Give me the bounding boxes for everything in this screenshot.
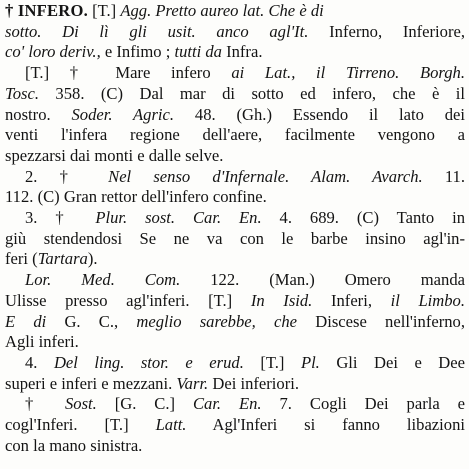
- text-run: 7. Cogli Dei parla e: [261, 394, 465, 414]
- text-run: Gli Dei e Dee: [319, 352, 465, 372]
- text-run: Inferno, Inferiore,: [308, 21, 465, 41]
- entry-line: [5, 270, 465, 291]
- italic-text-run: co' loro deriv.,: [5, 42, 101, 62]
- text-run: 358. (C) Dal mar di sotto ed infero, che è il: [38, 83, 465, 103]
- text-run: giù stendendosi Se ne va con le barbe insino agl'in-: [5, 228, 465, 248]
- text-run: [G. C.]: [96, 394, 193, 414]
- text-run: Infra.: [221, 42, 263, 62]
- text-run: [T.]: [243, 352, 301, 372]
- text-run: 2. †: [25, 166, 109, 186]
- italic-text-run: Agg. Pretto aureo lat. Che è di: [120, 1, 324, 20]
- text-run: †: [25, 394, 65, 414]
- text-run: 3. †: [25, 208, 96, 228]
- italic-text-run: Nel senso d'Infernale. Alam. Avarch.: [108, 166, 423, 186]
- text-run: superi e inferi e mezzani.: [5, 373, 177, 393]
- italic-text-run: Latt.: [155, 415, 187, 435]
- italic-text-run: il Limbo.: [390, 290, 465, 310]
- entry-line: [5, 42, 465, 63]
- text-run: cogl'Inferi. [T.]: [5, 415, 156, 435]
- entry-line: [5, 1, 465, 22]
- italic-text-run: Varr.: [176, 373, 209, 393]
- entry-line: [5, 229, 465, 250]
- text-run: [T.]: [87, 1, 121, 20]
- text-run: Inferi,: [312, 290, 391, 310]
- entry-line: [5, 84, 465, 105]
- text-run: spezzarsi dai monti e dalle selve.: [5, 145, 224, 165]
- entry-line: [5, 415, 465, 436]
- entry-line: [5, 187, 465, 208]
- entry-line: [5, 105, 465, 126]
- text-run: nostro.: [5, 104, 72, 124]
- text-run: 112. (C) Gran rettor dell'infero confine.: [5, 187, 267, 207]
- text-run: ).: [87, 249, 98, 269]
- entry-line: [5, 374, 465, 395]
- text-run: Ulisse presso agl'inferi. [T.]: [5, 290, 251, 310]
- italic-text-run: Lor. Med. Com.: [25, 270, 181, 290]
- italic-text-run: Plur. sost. Car. En.: [95, 208, 262, 228]
- headword: † INFERO.: [5, 1, 88, 20]
- text-run: feri (: [5, 249, 38, 269]
- text-run: Agl'Inferi si fanno libazioni: [186, 415, 465, 435]
- entry-line: [5, 394, 465, 415]
- italic-text-run: Sost.: [64, 394, 97, 414]
- text-run: G. C.,: [46, 311, 137, 331]
- text-run: 48. (Gh.) Essendo il lato dei: [174, 104, 465, 124]
- entry-line: [5, 146, 465, 167]
- italic-text-run: meglio sarebbe, che: [136, 311, 298, 331]
- entry-line: [5, 332, 465, 353]
- text-run: 4.: [25, 352, 54, 372]
- italic-text-run: Tartara: [37, 249, 88, 269]
- entry-line: [5, 291, 465, 312]
- text-run: con la mano sinistra.: [5, 435, 143, 455]
- italic-text-run: Del ling. stor. e erud.: [53, 352, 244, 372]
- entry-line: [5, 353, 465, 374]
- text-run: 122. (Man.) Omero manda: [180, 270, 465, 290]
- italic-text-run: Soder. Agric.: [71, 104, 175, 124]
- italic-text-run: sotto. Di lì gli usit. anco agl'It.: [5, 21, 309, 41]
- entry-line: [5, 208, 465, 229]
- entry-line: [5, 125, 465, 146]
- dictionary-entry-infero: [5, 1, 465, 456]
- entry-line: [5, 22, 465, 43]
- text-run: 11.: [422, 166, 465, 186]
- italic-text-run: Car. En.: [192, 394, 262, 414]
- text-run: Dei inferiori.: [208, 373, 299, 393]
- text-run: 4. 689. (C) Tanto in: [261, 208, 465, 228]
- italic-text-run: ai Lat., il Tirreno. Borgh.: [231, 63, 465, 83]
- italic-text-run: Tosc.: [5, 83, 39, 103]
- italic-text-run: Pl.: [300, 352, 320, 372]
- entry-line: [5, 63, 465, 84]
- text-run: [T.] † Mare infero: [25, 63, 232, 83]
- entry-line: [5, 436, 465, 457]
- italic-text-run: tutti da: [174, 42, 222, 62]
- text-run: e Infimo ;: [100, 42, 175, 62]
- entry-line: [5, 167, 465, 188]
- text-run: Discese nell'inferno,: [297, 311, 465, 331]
- text-run: Agli inferi.: [5, 332, 79, 352]
- italic-text-run: In Isid.: [250, 290, 313, 310]
- entry-line: [5, 249, 465, 270]
- italic-text-run: E di: [5, 311, 47, 331]
- text-run: venti l'infera regione dell'aere, facilmente vengono a: [5, 125, 465, 145]
- entry-line: [5, 312, 465, 333]
